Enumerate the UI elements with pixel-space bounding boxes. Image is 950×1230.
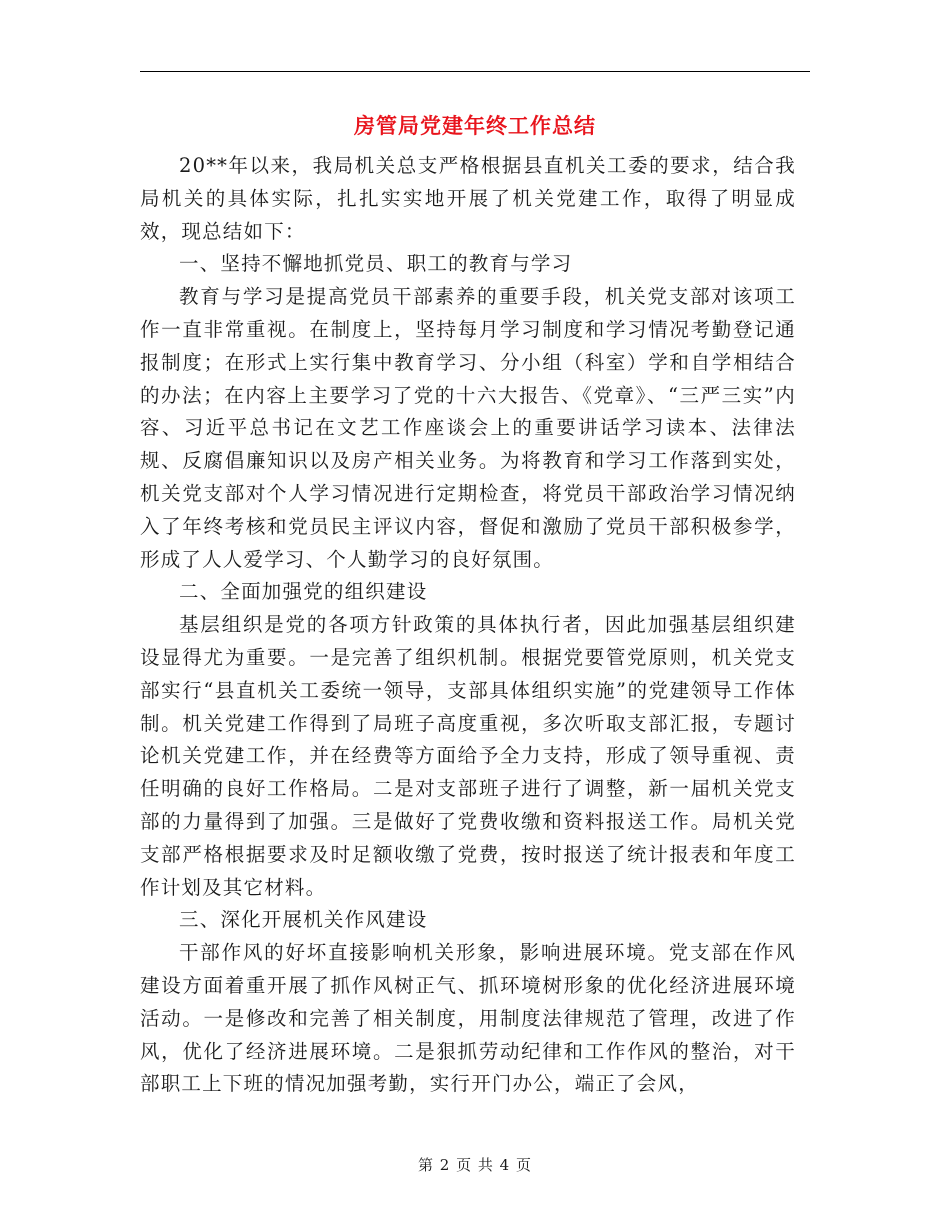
section-heading-3: 三、深化开展机关作风建设 (179, 908, 428, 932)
section-heading-2: 二、全面加强党的组织建设 (179, 580, 428, 604)
document-title: 房管局党建年终工作总结 (354, 113, 596, 138)
header-rule (140, 71, 810, 72)
paragraph-intro: 20**年以来，我局机关总支严格根据县直机关工委的要求，结合我局机关的具体实际，扎扎实实地开展了机关党建工作，取得了明显成效，现总结如下： (140, 154, 796, 243)
paragraph-section-3: 干部作风的好坏直接影响机关形象，影响进展环境。党支部在作风建设方面着重开展了抓作风树正气、抓环境树形象的优化经济进展环境活动。一是修改和完善了相关制度，用制度法律规范了管理，改进了作风，优化了经济进展环境。二是狠抓劳动纪律和工作作风的整治，对干部职工上下班的情况加强考勤，实行开门办公，端正了会风， (140, 941, 796, 1096)
section-heading-1: 一、坚持不懈地抓党员、职工的教育与学习 (179, 252, 573, 276)
document-body (140, 150, 796, 1101)
page-footer: 第 2 页 共 4 页 (418, 1156, 532, 1174)
paragraph-section-1: 教育与学习是提高党员干部素养的重要手段，机关党支部对该项工作一直非常重视。在制度上，坚持每月学习制度和学习情况考勤登记通报制度；在形式上实行集中教育学习、分小组（科室）学和自学相结合的办法；在内容上主要学习了党的十六大报告、《党章》、“三严三实”内容、习近平总书记在文艺工作座谈会上的重要讲话学习读本、法律法规、反腐倡廉知识以及房产相关业务。为将教育和学习工作落到实处，机关党支部对个人学习情况进行定期检查，将党员干部政治学习情况纳入了年终考核和党员民主评议内容，督促和激励了党员干部积极参学，形成了人人爱学习、个人勤学习的良好氛围。 (140, 285, 796, 571)
paragraph-section-2: 基层组织是党的各项方针政策的具体执行者，因此加强基层组织建设显得尤为重要。一是完善了组织机制。根据党要管党原则，机关党支部实行“县直机关工委统一领导，支部具体组织实施”的党建领导工作体制。机关党建工作得到了局班子高度重视，多次听取支部汇报，专题讨论机关党建工作，并在经费等方面给予全力支持，形成了领导重视、责任明确的良好工作格局。二是对支部班子进行了调整，新一届机关党支部的力量得到了加强。三是做好了党费收缴和资料报送工作。局机关党支部严格根据要求及时足额收缴了党费，按时报送了统计报表和年度工作计划及其它材料。 (140, 613, 796, 899)
